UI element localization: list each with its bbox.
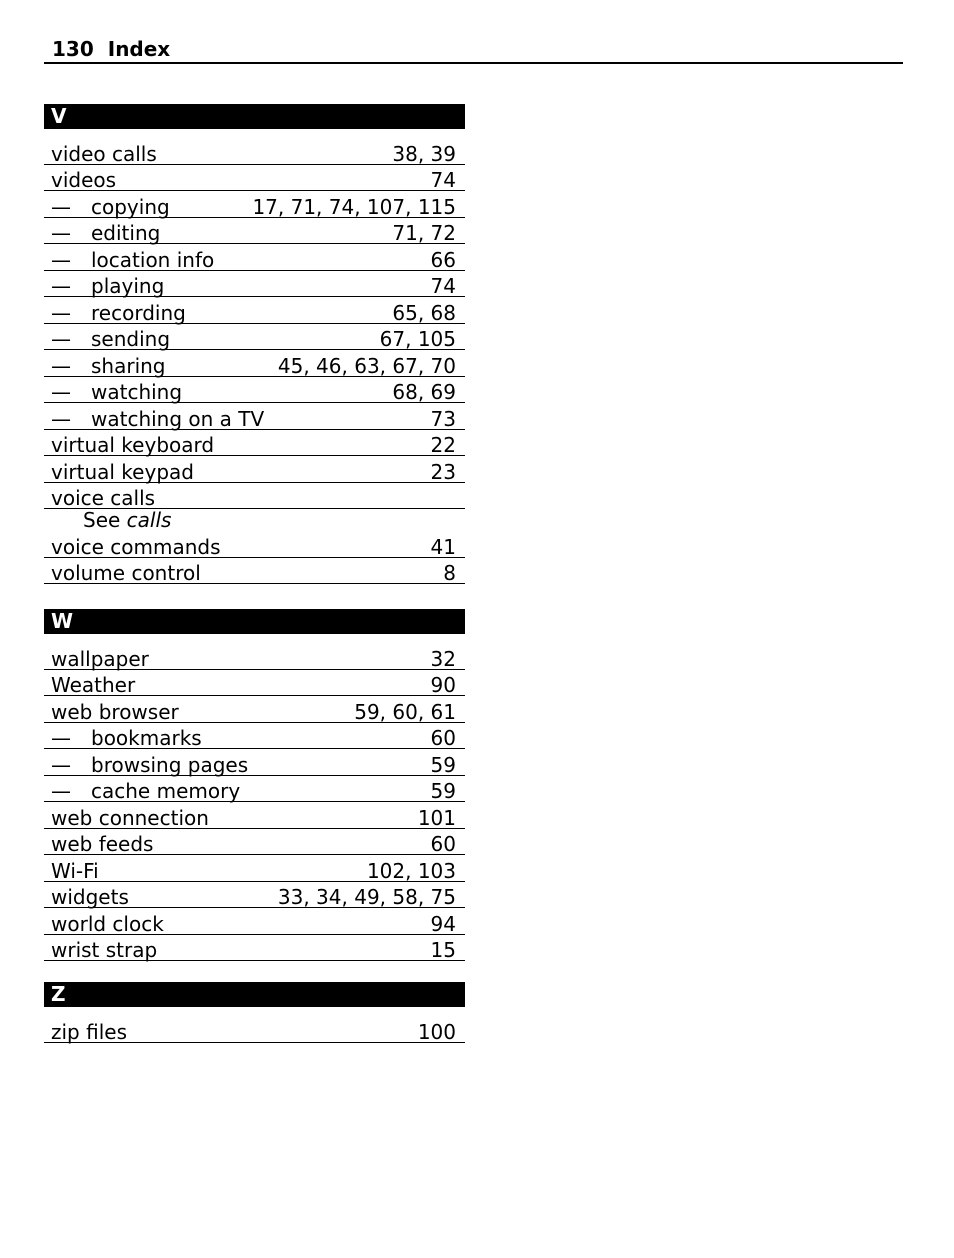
section-letter-z: Z (44, 982, 465, 1007)
index-entry (44, 456, 465, 483)
index-subentry (44, 218, 465, 245)
index-subentry (44, 403, 465, 430)
index-subentry (44, 776, 465, 803)
entry-pages: 17, 71, 74, 107, 115 (252, 194, 456, 219)
index-subentry (44, 377, 465, 404)
entry-term: cache memory (91, 779, 241, 803)
page-title: Index (107, 37, 171, 61)
sub-dash: — (51, 274, 71, 298)
entry-term: widgets (51, 885, 129, 909)
entry-term: sharing (91, 353, 166, 378)
entry-pages: 100 (417, 1019, 456, 1044)
entry-term: Wi-Fi (51, 858, 99, 883)
index-entry (44, 483, 465, 510)
section-letter-v: V (44, 104, 465, 129)
index-subentry (44, 749, 465, 776)
entry-term: bookmarks (91, 726, 202, 750)
index-entry (44, 829, 465, 856)
entry-pages: 74 (430, 168, 456, 192)
see-target: calls (126, 508, 172, 532)
index-subentry (44, 244, 465, 271)
entry-term: watching on a TV (91, 406, 265, 431)
entry-term: recording (91, 300, 186, 325)
index-subentry (44, 723, 465, 750)
entry-term: playing (91, 274, 165, 298)
index-subentry (44, 271, 465, 298)
entry-pages: 60 (430, 726, 456, 750)
entry-pages: 23 (430, 459, 456, 484)
entry-pages: 45, 46, 63, 67, 70 (277, 353, 456, 378)
index-entry (44, 802, 465, 829)
index-entry (44, 670, 465, 697)
index-section-z (44, 982, 465, 1043)
entry-pages: 38, 39 (392, 141, 456, 166)
entry-term: voice commands (51, 534, 221, 559)
entry-term: wallpaper (51, 646, 149, 671)
entry-term: Weather (51, 673, 136, 697)
sub-dash: — (51, 779, 71, 803)
entry-term: editing (91, 221, 161, 245)
entry-pages: 102, 103 (366, 858, 456, 883)
see-reference (44, 509, 465, 531)
index-entry (44, 935, 465, 962)
entry-pages: 101 (417, 805, 456, 830)
sub-dash: — (51, 726, 71, 750)
index-entry (44, 531, 465, 558)
entry-pages: 8 (443, 561, 456, 585)
index-section-v (44, 104, 465, 584)
index-subentry (44, 297, 465, 324)
entry-pages: 41 (430, 534, 456, 559)
entry-term: location info (91, 247, 215, 272)
index-section-w (44, 609, 465, 961)
index-entry (44, 1016, 465, 1043)
entry-term: watching (91, 380, 183, 404)
entry-pages: 73 (430, 406, 456, 431)
sub-dash: — (51, 221, 71, 245)
index-entry (44, 558, 465, 585)
entry-term: copying (91, 194, 170, 219)
entry-term: zip files (51, 1019, 127, 1044)
sub-dash: — (51, 247, 71, 272)
see-word: See (83, 508, 121, 532)
index-entry (44, 165, 465, 192)
entry-pages: 94 (430, 911, 456, 936)
sub-dash: — (51, 194, 71, 219)
index-entry (44, 696, 465, 723)
entry-term: video calls (51, 141, 157, 166)
entry-term: browsing pages (91, 752, 249, 777)
entry-pages: 32 (430, 646, 456, 671)
sub-dash: — (51, 380, 71, 404)
index-entry (44, 908, 465, 935)
sub-dash: — (51, 752, 71, 777)
entry-pages: 15 (430, 938, 456, 962)
entry-term: voice calls (51, 486, 156, 510)
index-subentry (44, 324, 465, 351)
index-subentry (44, 350, 465, 377)
entry-pages: 33, 34, 49, 58, 75 (277, 885, 456, 909)
entry-pages: 59, 60, 61 (354, 699, 456, 724)
entry-pages: 90 (430, 673, 456, 697)
index-entry (44, 430, 465, 457)
entry-term: wrist strap (51, 938, 158, 962)
page-number: 130 (52, 37, 94, 61)
entry-pages: 59 (430, 752, 456, 777)
entry-pages: 22 (430, 433, 456, 457)
index-entry (44, 882, 465, 909)
sub-dash: — (51, 353, 71, 378)
entry-term: sending (91, 327, 171, 351)
section-letter-w: W (44, 609, 465, 634)
sub-dash: — (51, 300, 71, 325)
entry-term: volume control (51, 561, 201, 585)
entry-pages: 59 (430, 779, 456, 803)
index-subentry (44, 191, 465, 218)
entry-term: virtual keyboard (51, 433, 215, 457)
entry-pages: 71, 72 (392, 221, 456, 245)
entry-term: web connection (51, 805, 209, 830)
entry-pages: 60 (430, 832, 456, 856)
entry-term: web browser (51, 699, 179, 724)
index-entry (44, 138, 465, 165)
index-entry (44, 643, 465, 670)
page-header (44, 36, 903, 64)
entry-term: world clock (51, 911, 164, 936)
entry-term: web feeds (51, 832, 154, 856)
entry-pages: 74 (430, 274, 456, 298)
entry-pages: 65, 68 (392, 300, 456, 325)
entry-pages: 67, 105 (379, 327, 456, 351)
entry-term: videos (51, 168, 117, 192)
sub-dash: — (51, 327, 71, 351)
entry-pages: 66 (430, 247, 456, 272)
entry-term: virtual keypad (51, 459, 194, 484)
sub-dash: — (51, 406, 71, 431)
entry-pages: 68, 69 (392, 380, 456, 404)
index-entry (44, 855, 465, 882)
